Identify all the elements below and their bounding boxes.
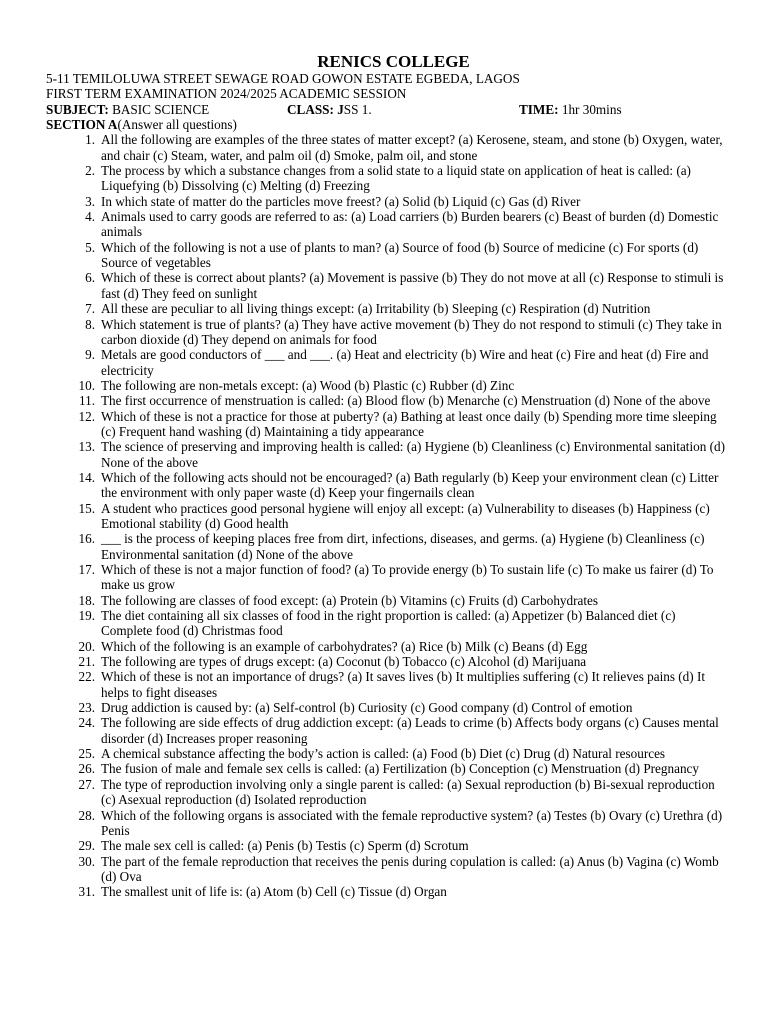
- question-number: 29.: [78, 838, 95, 854]
- question-text: The type of reproduction involving only a single parent is called: (a) Sexual reproduction (b) Bi-sexual reproduction (c) Asexual reproduction (d) Isolated reproduction: [101, 776, 715, 808]
- question-text: The following are types of drugs except: (a) Coconut (b) Tobacco (c) Alcohol (d) Marijuana: [101, 654, 587, 670]
- question-number: 21.: [78, 654, 95, 670]
- question-item: [46, 808, 726, 839]
- question-item: [46, 654, 726, 669]
- question-text: The diet containing all six classes of food in the right proportion is called: (a) Appetizer (b) Balanced diet (c) Complete food (d) Christmas food: [101, 608, 676, 639]
- question-number: 5.: [85, 239, 95, 255]
- question-text: The smallest unit of life is: (a) Atom (b) Cell (c) Tissue (d) Organ: [101, 884, 447, 900]
- question-number: 15.: [78, 500, 95, 516]
- question-text: A student who practices good personal hygiene will enjoy all except: (a) Vulnerability to diseases (b) Happiness (c) Emotional stability (d) Good health: [101, 500, 710, 531]
- question-item: [46, 132, 726, 163]
- question-item: [46, 317, 726, 348]
- question-text: The following are side effects of drug addiction except: (a) Leads to crime (b) Affects body organs (c) Causes mental disorder (d) Increases proper reasoning: [101, 715, 719, 746]
- question-text: Metals are good conductors of ___ and ___. (a) Heat and electricity (b) Wire and heat (c) Fire and heat (d) Fire and electricity: [101, 347, 709, 378]
- question-item: [46, 194, 726, 209]
- question-item: [46, 409, 726, 440]
- question-text: All the following are examples of the three states of matter except? (a) Kerosene, steam, and stone (b) Oxygen, water, and chair (c) Steam, water, and palm oil (d) Smoke, palm oil, and stone: [101, 132, 723, 163]
- question-number: 2.: [85, 163, 95, 179]
- time-value: 1hr 30mins: [558, 101, 622, 117]
- question-number: 28.: [78, 807, 95, 823]
- subject-field: [46, 102, 209, 117]
- question-item: [46, 270, 726, 301]
- section-heading: [46, 117, 726, 132]
- question-number: 7.: [85, 301, 95, 317]
- question-item: [46, 501, 726, 532]
- question-number: 3.: [85, 193, 95, 209]
- question-item: [46, 608, 726, 639]
- question-number: 27.: [78, 776, 95, 792]
- question-text: Which of the following is not a use of plants to man? (a) Source of food (b) Source of medicine (c) For sports (d) Source of vegetables: [101, 239, 699, 271]
- question-item: [46, 854, 726, 885]
- question-item: [46, 639, 726, 654]
- question-number: 30.: [78, 853, 95, 869]
- question-number: 16.: [78, 531, 95, 547]
- question-text: The male sex cell is called: (a) Penis (b) Testis (c) Sperm (d) Scrotum: [101, 838, 469, 854]
- question-text: The following are classes of food except: (a) Protein (b) Vitamins (c) Fruits (d) Carbohydrates: [101, 592, 599, 608]
- question-text: Drug addiction is caused by: (a) Self-control (b) Curiosity (c) Good company (d) Control of emotion: [101, 700, 633, 716]
- question-list: [46, 132, 726, 899]
- question-number: 19.: [78, 608, 95, 624]
- question-item: [46, 240, 726, 271]
- question-number: 10.: [78, 377, 95, 393]
- question-number: 1.: [85, 132, 95, 148]
- question-number: 6.: [85, 270, 95, 286]
- question-item: [46, 884, 726, 899]
- school-address: 5-11 TEMILOLUWA STREET SEWAGE ROAD GOWON ESTATE EGBEDA, LAGOS: [46, 71, 520, 86]
- question-item: [46, 562, 726, 593]
- question-text: Which of the following is an example of carbohydrates? (a) Rice (b) Milk (c) Beans (d) Egg: [101, 638, 588, 654]
- question-text: Which of these is correct about plants? (a) Movement is passive (b) They do not move at all (c) Response to stimuli is fast (d) They feed on sunlight: [101, 270, 724, 301]
- question-item: [46, 777, 726, 808]
- question-text: In which state of matter do the particles move freest? (a) Solid (b) Liquid (c) Gas (d) River: [101, 193, 581, 209]
- question-number: 9.: [85, 347, 95, 363]
- question-item: [46, 439, 726, 470]
- question-text: Which of these is not a practice for those at puberty? (a) Bathing at least once daily (b) Spending more time sleeping (c) Frequent hand washing (d) Maintaining a tidy appearance: [101, 408, 717, 439]
- question-text: Which of these is not an importance of drugs? (a) It saves lives (b) It multiplies suffering (c) It relieves pains (d) It helps to fight diseases: [101, 669, 705, 700]
- question-number: 25.: [78, 746, 95, 762]
- time-label: TIME:: [519, 101, 559, 117]
- question-text: The fusion of male and female sex cells is called: (a) Fertilization (b) Conception (c) Menstruation (d) Pregnancy: [101, 761, 699, 777]
- question-item: [46, 347, 726, 378]
- question-text: A chemical substance affecting the body’s action is called: (a) Food (b) Diet (c) Drug (d) Natural resources: [101, 746, 666, 762]
- question-number: 31.: [78, 884, 95, 900]
- question-number: 13.: [78, 439, 95, 455]
- class-value: SS 1.: [343, 101, 372, 117]
- question-item: [46, 761, 726, 776]
- time-field: [519, 102, 622, 117]
- question-text: All these are peculiar to all living things except: (a) Irritability (b) Sleeping (c) Respiration (d) Nutrition: [101, 301, 651, 317]
- question-item: [46, 163, 726, 194]
- exam-page: [46, 52, 726, 900]
- question-item: [46, 301, 726, 316]
- question-number: 20.: [78, 638, 95, 654]
- question-number: 17.: [78, 562, 95, 577]
- question-number: 4.: [85, 209, 95, 225]
- question-number: 14.: [78, 469, 95, 485]
- question-text: ___ is the process of keeping places free from dirt, infections, diseases, and germs. (a) Hygiene (b) Cleanliness (c) Environmental sanitation (d) None of the above: [101, 531, 705, 562]
- question-number: 26.: [78, 761, 95, 777]
- question-item: [46, 470, 726, 501]
- question-item: [46, 715, 726, 746]
- school-name: RENICS COLLEGE: [317, 52, 470, 71]
- question-text: Which of the following acts should not be encouraged? (a) Bath regularly (b) Keep your environment clean (c) Litter the environment with only paper waste (d) Keep your fingernails clean: [101, 469, 719, 501]
- question-item: [46, 531, 726, 562]
- exam-title: FIRST TERM EXAMINATION 2024/2025 ACADEMIC SESSION: [46, 86, 407, 102]
- question-number: 23.: [78, 700, 95, 716]
- question-text: The first occurrence of menstruation is called: (a) Blood flow (b) Menarche (c) Menstruation (d) None of the above: [101, 393, 711, 409]
- question-item: [46, 700, 726, 715]
- section-label: SECTION A: [46, 117, 118, 133]
- question-text: The process by which a substance changes from a solid state to a liquid state on application of heat is called: (a) Liquefying (b) Dissolving (c) Melting (d) Freezing: [101, 163, 691, 194]
- question-text: The part of the female reproduction that receives the penis during copulation is called: (a) Anus (b) Vagina (c) Womb (d) Ova: [101, 853, 719, 884]
- question-number: 12.: [78, 408, 95, 424]
- subject-value: BASIC SCIENCE: [108, 101, 210, 117]
- class-field: [287, 102, 372, 117]
- question-number: 24.: [78, 715, 95, 731]
- question-text: Animals used to carry goods are referred to as: (a) Load carriers (b) Burden bearers (c) Beast of burden (d) Domestic animals: [101, 209, 719, 240]
- question-item: [46, 593, 726, 608]
- question-text: Which of the following organs is associated with the female reproductive system? (a) Testes (b) Ovary (c) Urethra (d) Penis: [101, 807, 723, 838]
- question-number: 22.: [78, 669, 95, 685]
- question-text: Which of these is not a major function of food? (a) To provide energy (b) To sustain life (c) To make us fairer (d) To make us grow: [101, 562, 714, 593]
- question-item: [46, 838, 726, 853]
- section-note: (Answer all questions): [117, 117, 237, 133]
- question-number: 8.: [85, 316, 95, 332]
- subject-label: SUBJECT:: [46, 101, 109, 117]
- question-number: 11.: [79, 393, 95, 409]
- question-item: [46, 393, 726, 408]
- subject-class-time-row: [46, 102, 726, 117]
- question-text: The following are non-metals except: (a) Wood (b) Plastic (c) Rubber (d) Zinc: [101, 377, 515, 393]
- question-item: [46, 746, 726, 761]
- question-text: The science of preserving and improving health is called: (a) Hygiene (b) Cleanliness (c) Environmental sanitation (d) None of the above: [101, 439, 725, 470]
- question-item: [46, 378, 726, 393]
- class-label: CLASS: J: [287, 101, 344, 117]
- question-number: 18.: [78, 592, 95, 608]
- question-item: [46, 209, 726, 240]
- question-text: Which statement is true of plants? (a) They have active movement (b) They do not respond to stimuli (c) They take in carbon dioxide (d) They depend on animals for food: [101, 316, 722, 347]
- question-item: [46, 669, 726, 700]
